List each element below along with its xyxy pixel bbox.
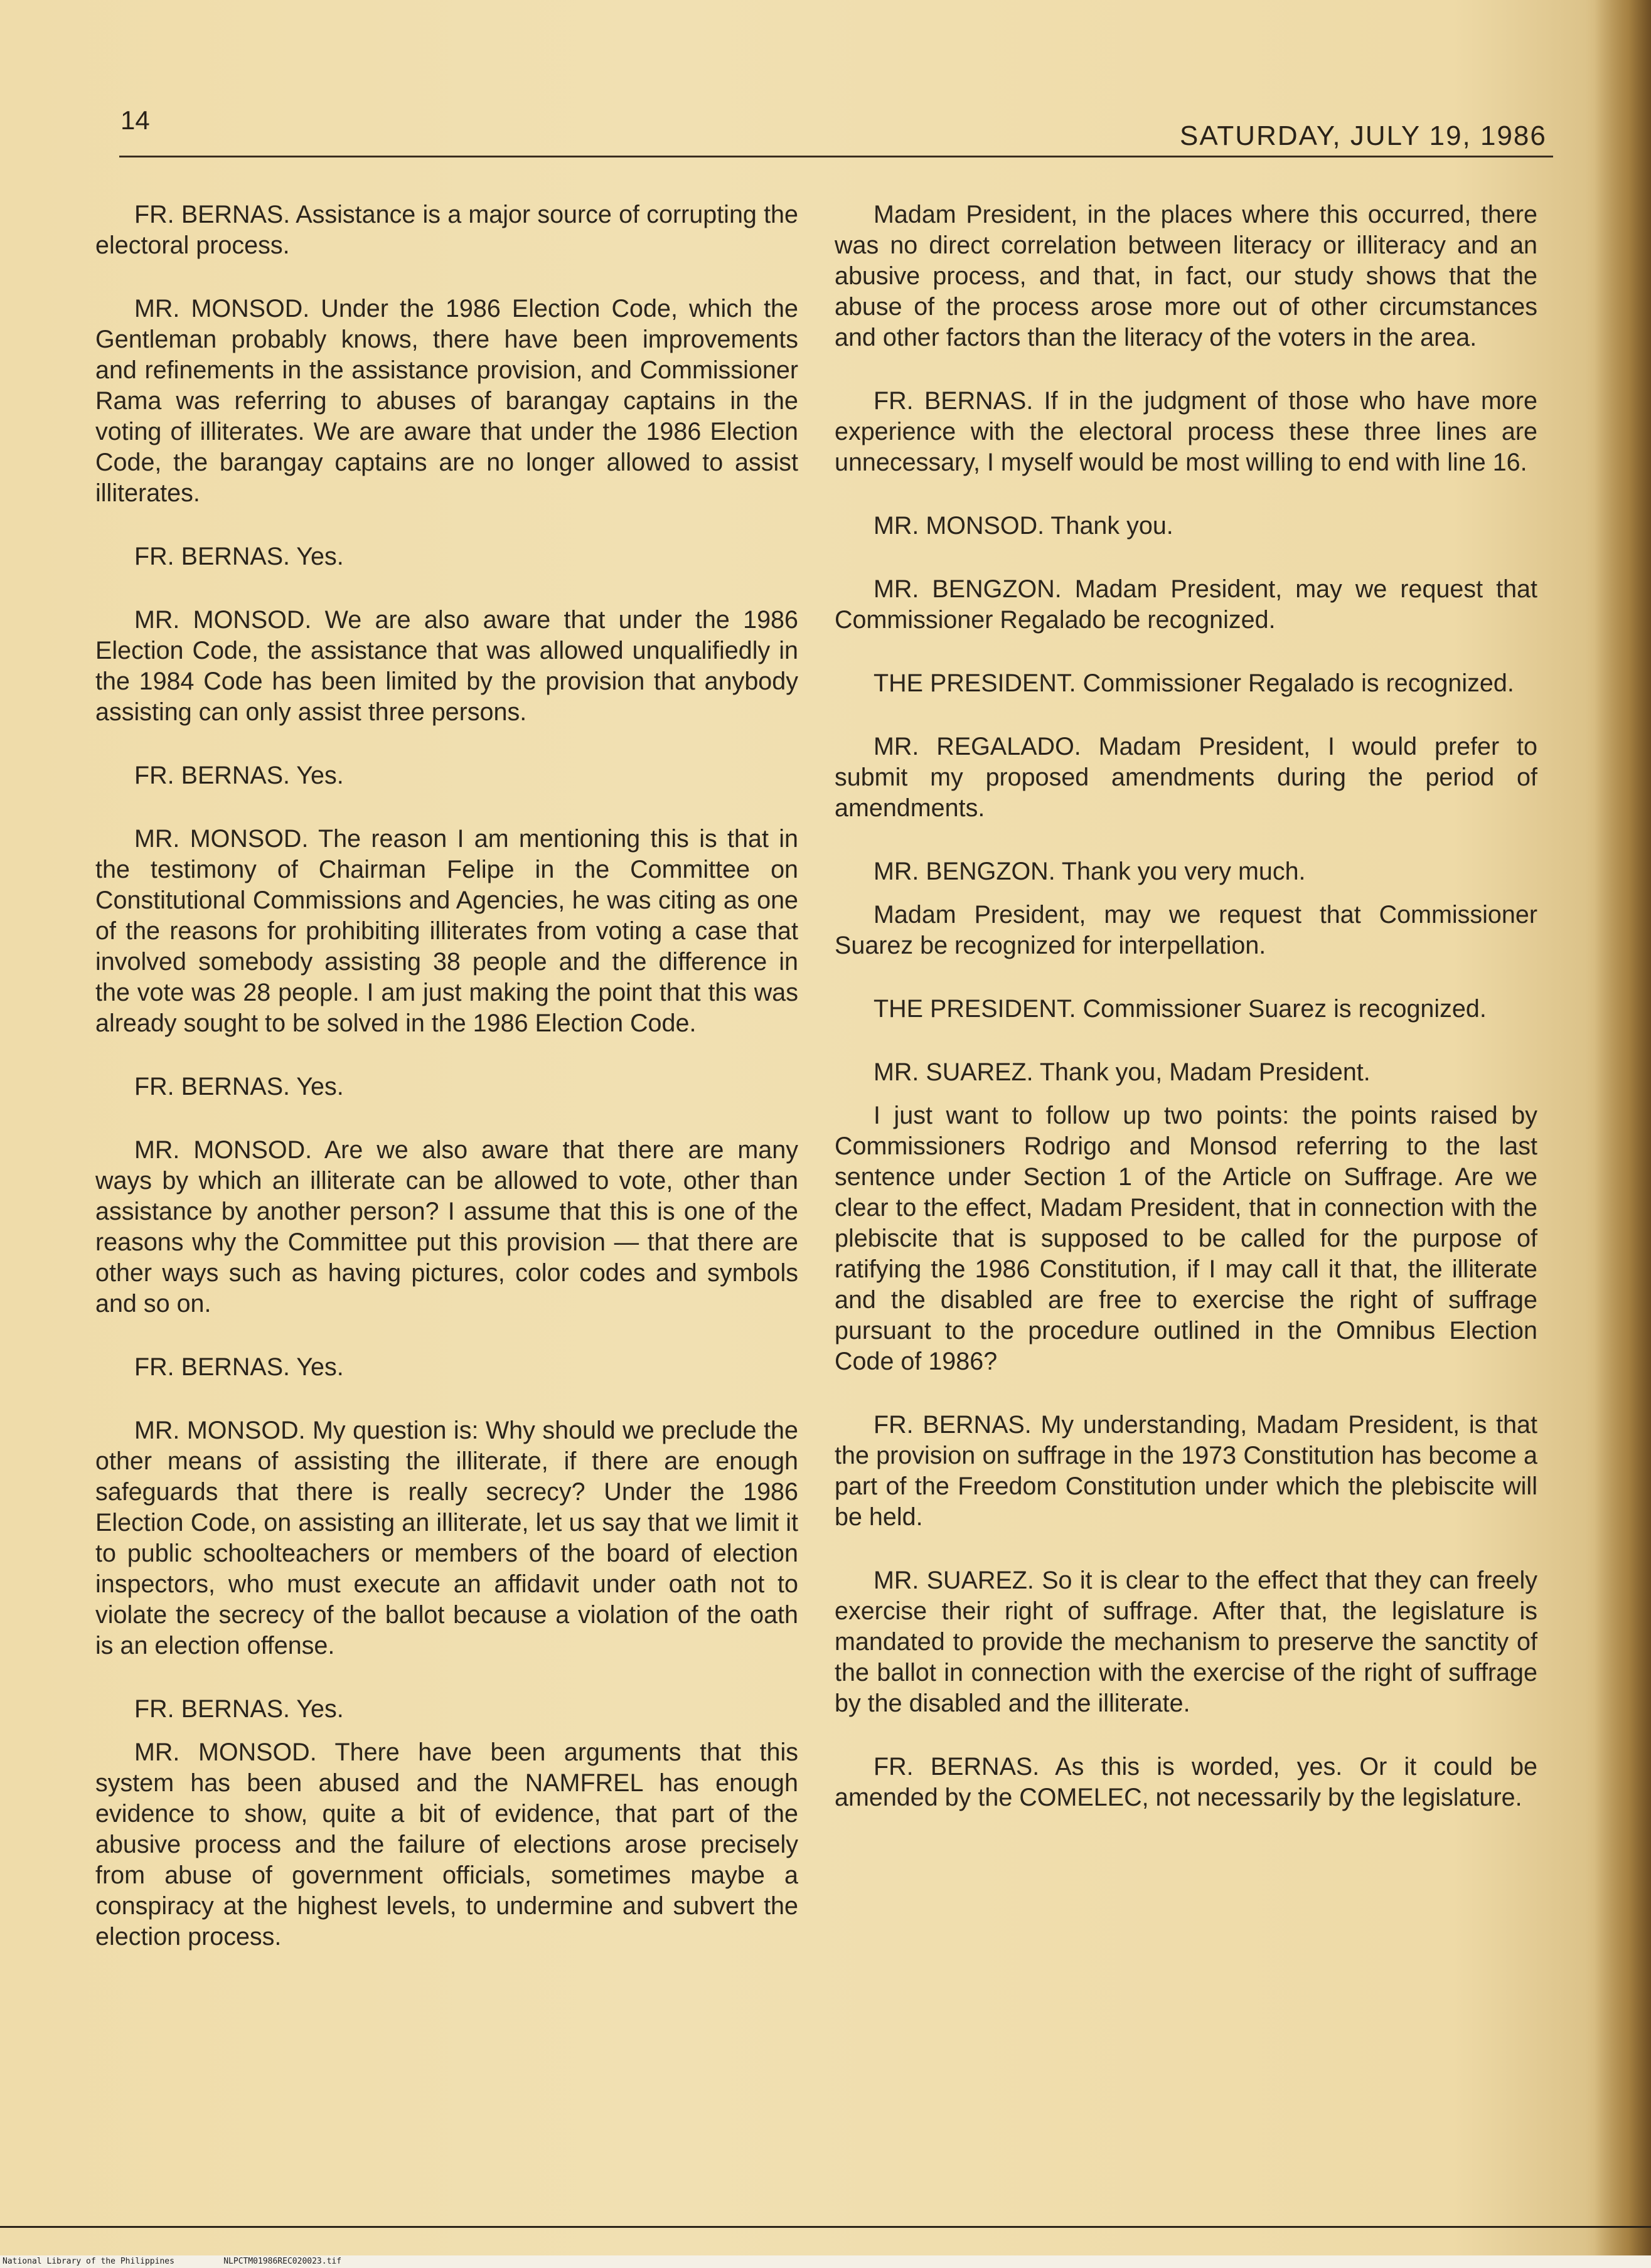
paragraph: MR. BENGZON. Thank you very much. bbox=[874, 858, 1306, 885]
bottom-rule bbox=[0, 2226, 1651, 2228]
paragraph: MR. SUAREZ. So it is clear to the effect that they can freely exercise their right of suffrage. After that, the legislature is mandated to provide the mechanism to preserve the sanctity of the ballot in connection with the exercise of the right of suffrage by the disabled and the illiterate. bbox=[835, 1567, 1537, 1717]
book-spine-shadow bbox=[1595, 0, 1651, 2268]
right-column bbox=[835, 200, 1537, 1846]
paragraph: THE PRESIDENT. Commissioner Suarez is recognized. bbox=[874, 995, 1487, 1023]
paragraph: MR. MONSOD. Thank you. bbox=[874, 512, 1173, 540]
page-number: 14 bbox=[120, 105, 150, 135]
paragraph: MR. MONSOD. Under the 1986 Election Code, which the Gentleman probably knows, there have been improvements and refinements in the assistance provision, and Commissioner Rama was referring to abuses of barangay captains in the voting of illiterates. We are aware that under the 1986 Election Code, the barangay captains are no longer allowed to assist illiterates. bbox=[95, 295, 798, 507]
paragraph: I just want to follow up two points: the points raised by Commissioners Rodrigo and Monsod referring to the last sentence under Section 1 of the Article on Suffrage. Are we clear to the effect, Madam President, that in connection with the plebiscite that is supposed to be called for the purpose of ratifying the 1986 Constitution, if I may call it that, the illiterate and the disabled are free to exercise the right of suffrage pursuant to the procedure outlined in the Omnibus Election Code of 1986? bbox=[835, 1102, 1537, 1375]
left-column bbox=[95, 200, 798, 1985]
paragraph: FR. BERNAS. My understanding, Madam President, is that the provision on suffrage in the 1973 Constitution has become a part of the Freedom Constitution under which the plebiscite will be held. bbox=[835, 1411, 1537, 1531]
running-head-date: SATURDAY, JULY 19, 1986 bbox=[1180, 120, 1547, 151]
paragraph: MR. REGALADO. Madam President, I would prefer to submit my proposed amendments during the period of amendments. bbox=[835, 733, 1537, 822]
paragraph: FR. BERNAS. Assistance is a major source of corrupting the electoral process. bbox=[95, 201, 798, 259]
paragraph: FR. BERNAS. Yes. bbox=[134, 762, 344, 789]
paragraph: MR. MONSOD. The reason I am mentioning this is that in the testimony of Chairman Felipe in the Committee on Constitutional Commissions and Agencies, he was citing as one of the reasons for prohibiting illiterates from voting a case that involved somebody assisting 38 people and the difference in the vote was 28 people. I am just making the point that this was already sought to be solved in the 1986 Election Code. bbox=[95, 825, 798, 1037]
paragraph: FR. BERNAS. Yes. bbox=[134, 1695, 344, 1723]
paragraph: FR. BERNAS. Yes. bbox=[134, 1073, 344, 1100]
paragraph: FR. BERNAS. Yes. bbox=[134, 1353, 344, 1381]
paragraph: FR. BERNAS. If in the judgment of those who have more experience with the electoral process these three lines are unnecessary, I myself would be most willing to end with line 16. bbox=[835, 387, 1537, 476]
paragraph: MR. MONSOD. We are also aware that under the 1986 Election Code, the assistance that was allowed unqualifiedly in the 1984 Code has been limited by the provision that anybody assisting can only assist three persons. bbox=[95, 606, 798, 726]
footer-file-id: NLPCTM01986REC020023.tif bbox=[223, 2257, 342, 2266]
paragraph: THE PRESIDENT. Commissioner Regalado is recognized. bbox=[874, 669, 1514, 697]
paragraph: MR. MONSOD. Are we also aware that there are many ways by which an illiterate can be allowed to vote, other than assistance by another person? I assume that this is one of the reasons why the Committee put this provision — that there are other ways such as having pictures, color codes and symbols and so on. bbox=[95, 1136, 798, 1318]
paragraph: FR. BERNAS. As this is worded, yes. Or it could be amended by the COMELEC, not necessarily by the legislature. bbox=[835, 1753, 1537, 1811]
header-rule bbox=[119, 156, 1553, 157]
paragraph: MR. BENGZON. Madam President, may we request that Commissioner Regalado be recognized. bbox=[835, 575, 1537, 634]
paragraph: Madam President, may we request that Commissioner Suarez be recognized for interpellation. bbox=[835, 901, 1537, 959]
paragraph: MR. MONSOD. There have been arguments that this system has been abused and the NAMFREL has enough evidence to show, quite a bit of evidence, that part of the abusive process and the failure of elections arose precisely from abuse of government officials, sometimes maybe a conspiracy at the highest levels, to undermine and subvert the election process. bbox=[95, 1738, 798, 1951]
footer-library: National Library of the Philippines bbox=[3, 2257, 174, 2266]
paragraph: Madam President, in the places where this occurred, there was no direct correlation between literacy or illiteracy and an abusive process, and that, in fact, our study shows that the abuse of the process arose more out of other circumstances and other factors than the literacy of the voters in the area. bbox=[835, 201, 1537, 351]
paragraph: MR. SUAREZ. Thank you, Madam President. bbox=[874, 1058, 1370, 1086]
paragraph: MR. MONSOD. My question is: Why should we preclude the other means of assisting the illiterate, if there are enough safeguards that there is really secrecy? Under the 1986 Election Code, on assisting an illiterate, let us say that we limit it to public schoolteachers or members of the board of election inspectors, who must execute an affidavit under oath not to violate the secrecy of the ballot because a violation of the oath is an election offense. bbox=[95, 1417, 798, 1659]
paragraph: FR. BERNAS. Yes. bbox=[134, 543, 344, 570]
scan-footer bbox=[3, 2257, 341, 2266]
